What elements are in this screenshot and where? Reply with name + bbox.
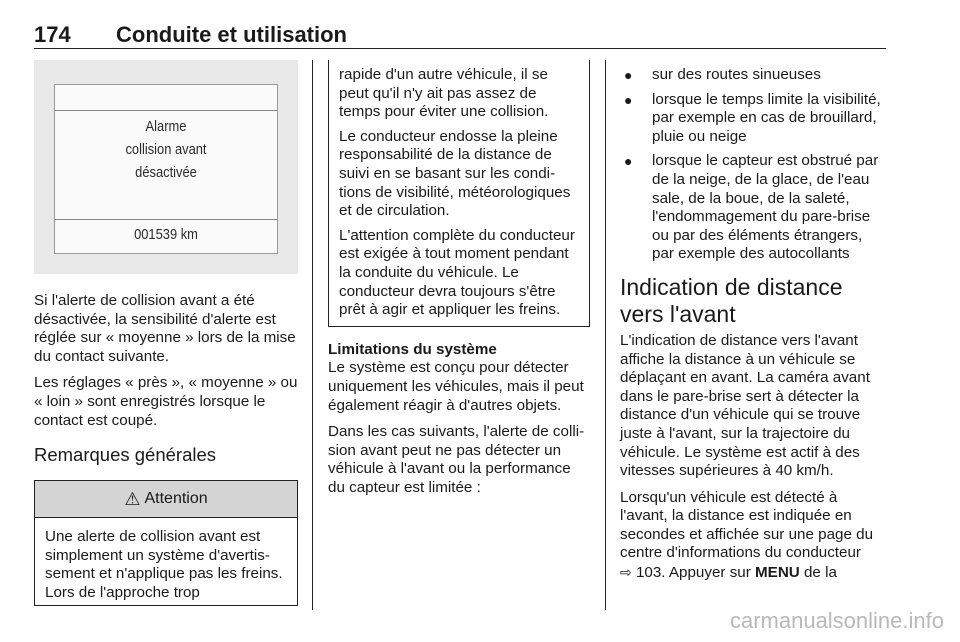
display-message [71,115,262,184]
paragraph: Dans les cas suivants, l'alerte de collision avant peut ne pas détecter un véhicule à l'avant ou la performance du capteur est limitée : [328,423,585,496]
paragraph: rapide d'un autre véhicule, il se peut qu'il n'y ait pas assez de temps pour éviter une collision. [339,66,549,121]
paragraph: Le conducteur endosse la pleine responsabilité de la distance de suivi en se basant sur les conditions de visibilité, météorologiques et de circulation. [339,127,571,220]
display-divider [55,110,277,111]
column-1 [34,60,298,606]
list-item-text: sur des routes sinueuses [652,66,821,83]
bullet-list [620,66,888,264]
attention-box-continued [328,60,590,327]
paragraph: Si l'alerte de collision avant a été désactivée, la sensibilité d'alerte est réglée sur « moyenne » lors de la mise du contact suivante. [34,292,296,365]
paragraph: Le système est conçu pour détecter uniquement les véhicules, mais il peut également réagir à d'autres objets. [328,359,584,414]
display-line-1: Alarme [145,118,187,135]
section-heading: Limitations du système [328,340,497,358]
bullet-icon: ● [624,153,633,170]
paragraph-text: de la [803,564,837,582]
attention-body [35,518,297,604]
column-divider [605,60,606,610]
page-number: 174 [34,22,71,47]
watermark: carmanualsonline.info [729,608,944,633]
page-title: Conduite et utilisation [116,22,347,47]
attention-title: Attention [144,490,208,508]
attention-box [34,480,298,605]
list-item-text: lorsque le capteur est obstrué par de la neige, de la glace, de l'eau sale, de la boue, de la saleté, l'endommagement du pare-brise ou par des éléments étrangers, par exemple des autocollants [652,152,879,263]
list-item [620,152,888,264]
column-divider [312,60,313,610]
display-divider [55,219,277,220]
display-line-2: collision avant [125,141,207,158]
page-reference-icon: ⇨ [620,564,632,581]
page-reference[interactable]: 103. Appuyer sur [635,564,751,582]
instrument-display [54,84,278,254]
paragraph [620,489,888,583]
display-line-3: désactivée [135,164,197,181]
list-item [620,66,888,85]
odometer-readout: 001539 km [134,226,198,243]
paragraph-text: Lorsqu'un véhicule est détecté à l'avant, la distance est indiquée en secondes et affichée sur une page du centre d'informations du conducteur [620,488,874,562]
bullet-icon: ● [624,67,633,83]
list-item [620,91,888,147]
section-heading: Remarques générales [34,444,217,466]
page-header [34,22,886,49]
paragraph: Les réglages « près », « moyenne » ou « loin » sont enregistrés lorsque le contact est coupé. [34,374,298,429]
column-2 [328,60,590,505]
column-3 [620,66,888,591]
warning-icon: ⚠ [124,488,141,509]
display-illustration [34,60,298,274]
bullet-icon: ● [624,91,633,108]
attention-header [35,481,297,518]
attention-text: Une alerte de collision avant est simplement un système d'avertissement et n'applique pas les freins. Lors de l'approche trop [45,528,283,601]
paragraph: L'attention complète du conducteur est exigée à tout moment pendant la conduite du véhicule. Le conducteur devra toujours s'être prêt à agir et appliquer les freins. [339,226,575,319]
list-item-text: lorsque le temps limite la visibilité, par exemple en cas de brouillard, pluie ou neige [652,90,881,145]
menu-button-label: MENU [755,564,800,582]
section-heading: Indication de distance vers l'avant [620,273,843,327]
paragraph: L'indication de distance vers l'avant affiche la distance à un véhicule se déplaçant en avant. La caméra avant dans le pare-brise sert à détecter la distance d'un véhicule qui se trouve juste à l'avant, sur la trajectoire du véhicule. Le système est actif à des vitesses supérieures à 40 km/h. [620,331,870,480]
